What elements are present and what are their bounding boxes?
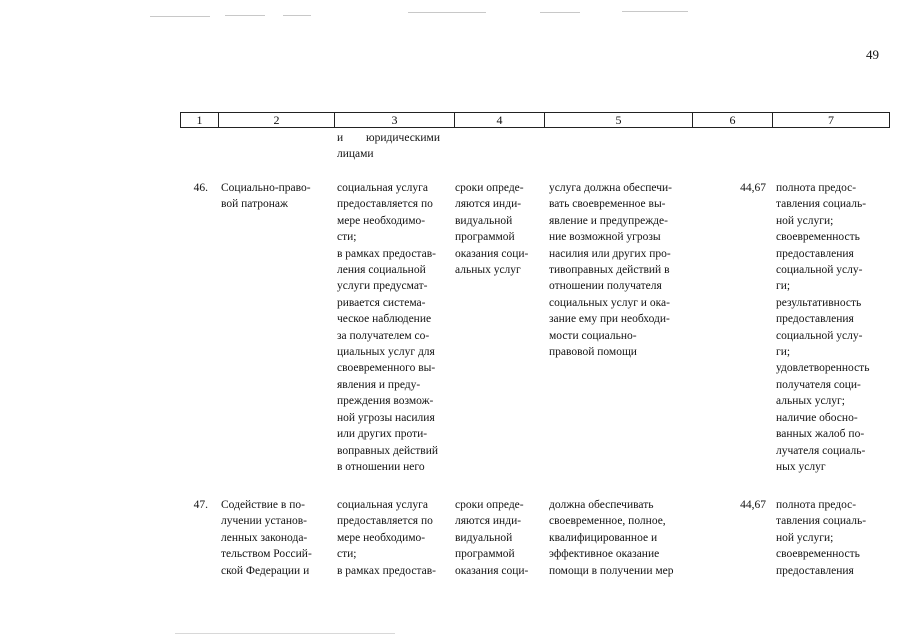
- row-number: 46.: [193, 182, 208, 194]
- text-line: эффективное оказание: [549, 548, 660, 561]
- text-line: видуальной: [455, 214, 513, 227]
- text-line: получателя соци-: [776, 378, 861, 391]
- text-line: отношении получателя: [549, 280, 662, 293]
- text-line: вой патронаж: [221, 198, 288, 211]
- text-line: лицами: [337, 148, 374, 161]
- service-name-cell: [221, 180, 331, 213]
- service-description-cell: [337, 497, 449, 579]
- text-line: или других проти-: [337, 428, 428, 441]
- text-line: мости социально-: [549, 329, 637, 342]
- text-line: явление и предупрежде-: [549, 214, 668, 227]
- service-description-cell: [337, 180, 449, 475]
- text-line: ческое наблюдение: [337, 313, 432, 326]
- text-line: в рамках предостав-: [337, 247, 436, 260]
- column-number-1: 1: [181, 113, 219, 127]
- quality-indicators-cell: [776, 180, 886, 475]
- text-line: Социально-право-: [221, 182, 311, 194]
- text-line: оказания соци-: [455, 247, 529, 260]
- text-line: программой: [455, 231, 515, 244]
- carryover-cell: [337, 130, 447, 163]
- text-line: ги;: [776, 346, 791, 359]
- text-line: социальной услу-: [776, 329, 863, 342]
- text-line: ных услуг: [776, 460, 826, 473]
- text-line: тельством Россий-: [221, 548, 312, 561]
- text-line: циальных услуг для: [337, 346, 435, 359]
- text-line: полнота предос-: [776, 499, 857, 511]
- text-line: услуга должна обеспечи-: [549, 182, 672, 194]
- text-line: своевременное, полное,: [549, 515, 666, 528]
- text-line: ной услуги;: [776, 531, 834, 544]
- text-line: своевременность: [776, 231, 860, 244]
- text-line: социальная услуга: [337, 499, 428, 511]
- tariff-value: 44,67: [740, 499, 766, 511]
- service-terms-cell: [455, 497, 543, 579]
- text-line: альных услуг: [455, 264, 521, 277]
- text-line: предоставляется по: [337, 515, 433, 528]
- text-line: наличие обосно-: [776, 411, 858, 424]
- text-line: за получателем со-: [337, 329, 430, 342]
- text-line: ги;: [776, 280, 791, 293]
- text-line: Содействие в по-: [221, 499, 305, 511]
- text-line: предоставляется по: [337, 198, 433, 211]
- text-line: своевременность: [776, 548, 860, 561]
- text-line: социальной услу-: [776, 264, 863, 277]
- text-line: правовой помощи: [549, 346, 637, 359]
- text-line: предоставления: [776, 564, 854, 577]
- text-line: квалифицированное и: [549, 531, 658, 544]
- text-line: удовлетворенность: [776, 362, 870, 375]
- column-number-6: 6: [693, 113, 773, 127]
- table-column-header: [180, 112, 890, 128]
- text-line: сти;: [337, 231, 357, 244]
- text-line: должна обеспечивать: [549, 499, 654, 511]
- text-line: своевременного вы-: [337, 362, 436, 375]
- text-line: ванных жалоб по-: [776, 428, 865, 441]
- service-terms-cell: [455, 180, 543, 278]
- scan-artifact: [408, 12, 486, 13]
- text-line: преждения возмож-: [337, 395, 434, 408]
- scan-artifact: [225, 15, 265, 16]
- text-line: явления и преду-: [337, 378, 421, 391]
- text-line: ривается система-: [337, 296, 426, 309]
- text-line: предоставления: [776, 247, 854, 260]
- tariff-value: 44,67: [740, 182, 766, 194]
- column-number-3: 3: [335, 113, 455, 127]
- text-line: сроки опреде-: [455, 182, 524, 194]
- text-line: тивоправных действий в: [549, 264, 670, 277]
- service-name-cell: [221, 497, 331, 579]
- scan-artifact: [150, 16, 210, 17]
- text-line: программой: [455, 548, 515, 561]
- text-line: альных услуг;: [776, 395, 845, 408]
- text-line: в отношении него: [337, 460, 425, 473]
- row-number: 47.: [193, 499, 208, 511]
- text-line: полнота предос-: [776, 182, 857, 194]
- text-line: ляются инди-: [455, 198, 522, 211]
- text-line: в рамках предостав-: [337, 564, 436, 577]
- text-line: мере необходимо-: [337, 531, 426, 544]
- text-line: ления социальной: [337, 264, 426, 277]
- text-line: ляются инди-: [455, 515, 522, 528]
- text-line: насилия или других про-: [549, 247, 671, 260]
- scan-artifact: [540, 12, 580, 13]
- text-line: видуальной: [455, 531, 513, 544]
- text-line: и юридическими: [337, 132, 440, 144]
- text-line: тавления социаль-: [776, 515, 867, 528]
- text-line: тавления социаль-: [776, 198, 867, 211]
- text-line: ной угрозы насилия: [337, 411, 435, 424]
- text-line: зание ему при необходи-: [549, 313, 670, 326]
- text-line: социальная услуга: [337, 182, 428, 194]
- text-line: помощи в получении мер: [549, 564, 674, 577]
- text-line: результативность: [776, 296, 862, 309]
- scan-artifact: [175, 633, 395, 634]
- text-line: ленных законода-: [221, 531, 308, 544]
- text-line: воправных действий: [337, 444, 439, 457]
- service-conditions-cell: [549, 180, 697, 360]
- text-line: услуги предусмат-: [337, 280, 428, 293]
- service-conditions-cell: [549, 497, 697, 579]
- text-line: лучении установ-: [221, 515, 308, 528]
- quality-indicators-cell: [776, 497, 886, 579]
- text-line: лучателя социаль-: [776, 444, 866, 457]
- text-line: предоставления: [776, 313, 854, 326]
- column-number-2: 2: [219, 113, 335, 127]
- text-line: ной услуги;: [776, 214, 834, 227]
- column-number-5: 5: [545, 113, 693, 127]
- text-line: вать своевременное вы-: [549, 198, 666, 211]
- column-number-7: 7: [828, 113, 834, 127]
- text-line: сти;: [337, 548, 357, 561]
- text-line: социальных услуг и ока-: [549, 296, 670, 309]
- page-number: 49: [866, 47, 879, 62]
- text-line: ние возможной угрозы: [549, 231, 661, 244]
- scan-artifact: [622, 11, 688, 12]
- scan-artifact: [283, 15, 311, 16]
- text-line: сроки опреде-: [455, 499, 524, 511]
- text-line: оказания соци-: [455, 564, 529, 577]
- text-line: ской Федерации и: [221, 564, 310, 577]
- column-number-4: 4: [455, 113, 545, 127]
- text-line: мере необходимо-: [337, 214, 426, 227]
